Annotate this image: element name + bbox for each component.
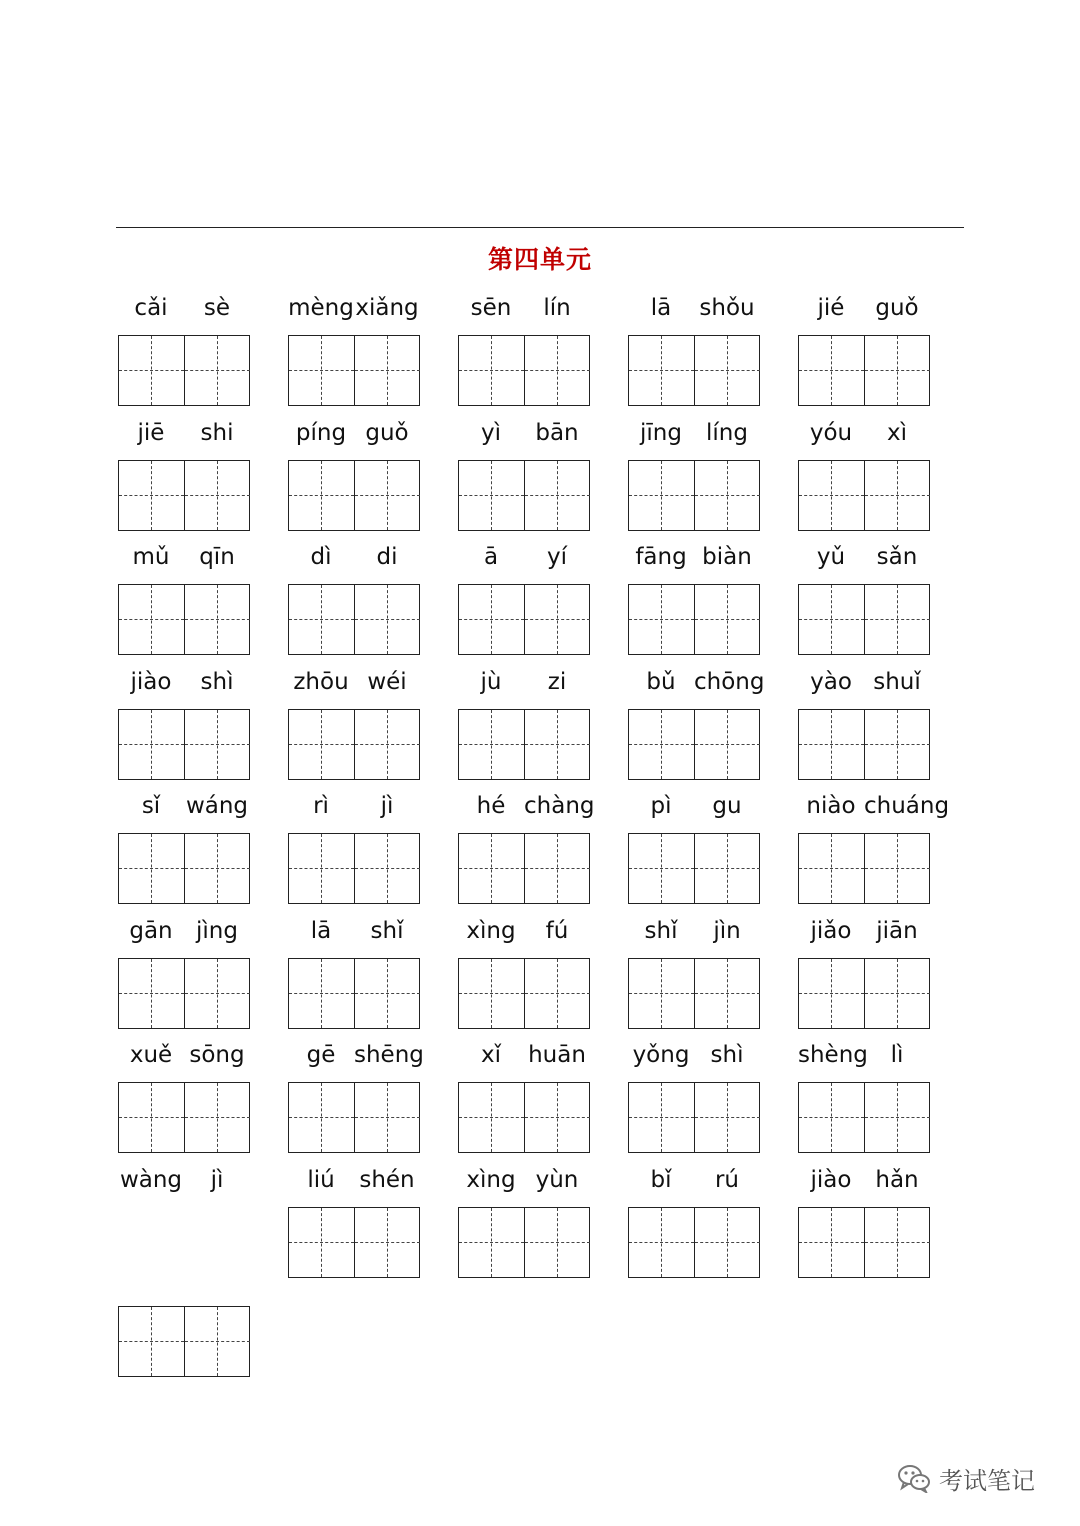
pinyin-syllable: shén [359,1166,415,1193]
character-box [184,959,250,1028]
writing-grid [288,1207,420,1278]
pinyin-label [288,918,420,950]
pinyin-syllable: yùn [535,1166,579,1193]
character-box [184,710,250,779]
pinyin-label [798,1167,930,1199]
pinyin-label [288,544,420,576]
character-box [694,1083,760,1152]
pinyin-label [288,1042,424,1074]
writing-grid [118,460,250,531]
writing-grid [288,584,420,655]
pinyin-syllable: guǒ [875,295,919,321]
pinyin-syllable: lā [310,917,332,944]
character-box [184,834,250,903]
pinyin-syllable: ā [483,544,499,570]
pinyin-label [628,295,760,327]
pinyin-syllable: chōng [694,668,765,695]
character-box [289,336,354,405]
character-box [184,336,250,405]
pinyin-label [798,669,930,701]
writing-grid [118,958,250,1029]
pinyin-label [798,793,950,825]
pinyin-label [798,918,930,950]
character-box [119,461,184,530]
character-box [289,585,354,654]
pinyin-syllable: xiǎng [355,295,419,321]
writing-grid [118,833,250,904]
unit-title: 第四单元 [487,245,592,274]
pinyin-syllable: shǒu [699,295,755,321]
pinyin-syllable: zhōu [293,668,349,695]
pinyin-syllable: xuě [129,1042,173,1068]
character-box [524,461,590,530]
pinyin-label [628,1167,760,1199]
pinyin-label [458,793,595,825]
character-box [524,1208,590,1277]
pinyin-label [628,668,765,701]
pinyin-syllable: yí [546,544,567,570]
pinyin-syllable: niào [806,793,856,819]
character-box [459,959,524,1028]
character-box [354,710,420,779]
character-box [354,585,420,654]
character-box [354,1208,420,1277]
character-box [629,834,694,903]
watermark-text: 考试笔记 [939,1466,1035,1495]
pinyin-label [628,420,760,452]
character-box [184,1307,250,1376]
writing-grid [798,1082,930,1153]
writing-grid [288,1082,420,1153]
character-box [119,1307,184,1376]
character-box [799,1208,864,1277]
pinyin-label [288,295,420,327]
character-box [524,959,590,1028]
character-box [459,1083,524,1152]
writing-grid [118,1082,250,1153]
pinyin-label [288,420,420,452]
writing-grid [628,335,760,406]
pinyin-syllable: fú [545,917,569,944]
pinyin-label [458,420,590,452]
pinyin-syllable: xì [886,419,907,446]
pinyin-syllable: wáng [185,793,249,819]
pinyin-label [798,295,930,327]
character-box [694,585,760,654]
character-box [289,461,354,530]
character-box [629,710,694,779]
writing-grid [458,1207,590,1278]
character-box [694,834,760,903]
character-box [694,1208,760,1277]
writing-grid [288,460,420,531]
pinyin-syllable: bǔ [646,668,676,695]
character-box [799,1083,864,1152]
pinyin-syllable: líng [706,419,748,446]
character-box [289,710,354,779]
character-box [184,461,250,530]
character-box [119,834,184,903]
pinyin-syllable: liú [307,1166,335,1193]
character-box [799,834,864,903]
writing-grid [798,1207,930,1278]
pinyin-syllable: gān [129,917,173,944]
pinyin-syllable: shì [710,1042,744,1068]
writing-grid [458,335,590,406]
pinyin-syllable: rì [313,793,329,819]
pinyin-syllable: sǐ [141,793,161,819]
pinyin-syllable: hǎn [875,1166,919,1193]
writing-grid [458,584,590,655]
writing-grid [798,584,930,655]
pinyin-syllable: xìng [466,1166,516,1193]
pinyin-syllable: huān [528,1042,586,1068]
character-box [354,336,420,405]
character-box [354,1083,420,1152]
writing-grid [118,335,250,406]
character-box [629,585,694,654]
writing-grid [288,709,420,780]
writing-grid [798,709,930,780]
character-box [119,1083,184,1152]
pinyin-syllable: cǎi [134,295,168,321]
pinyin-syllable: di [376,544,398,570]
pinyin-syllable: hé [476,793,506,819]
pinyin-syllable: wéi [367,668,407,695]
pinyin-syllable: shǐ [644,917,678,944]
pinyin-syllable: yào [810,668,852,695]
pinyin-syllable: sǎn [876,544,918,570]
pinyin-syllable: jù [480,668,502,695]
pinyin-syllable: bān [535,419,579,446]
character-box [119,959,184,1028]
pinyin-syllable: pì [650,793,672,819]
pinyin-label [798,420,930,452]
pinyin-syllable: gu [712,793,742,819]
writing-grid [118,709,250,780]
character-box [864,1208,930,1277]
character-box [459,834,524,903]
writing-grid [118,584,250,655]
character-box [459,1208,524,1277]
writing-grid [798,460,930,531]
character-box [629,1083,694,1152]
pinyin-label [458,918,590,950]
pinyin-syllable: jié [817,295,845,321]
character-box [289,1083,354,1152]
pinyin-syllable: lì [890,1042,904,1068]
character-box [694,710,760,779]
pinyin-syllable: yǒng [632,1042,690,1068]
pinyin-syllable: jìn [713,917,741,944]
character-box [629,336,694,405]
pinyin-label [118,544,250,576]
pinyin-syllable: yóu [809,419,853,446]
pinyin-syllable: jì [210,1166,224,1193]
pinyin-syllable: mèng [288,295,354,321]
wechat-icon [897,1463,931,1493]
pinyin-syllable: shì [200,668,234,695]
writing-grid [458,1082,590,1153]
character-box [119,585,184,654]
writing-grid [628,833,760,904]
writing-grid [628,709,760,780]
character-box [289,959,354,1028]
pinyin-syllable: jiǎo [810,917,852,944]
pinyin-syllable: jì [380,793,394,819]
character-box [119,710,184,779]
character-box [864,834,930,903]
pinyin-syllable: jiē [137,419,165,446]
writing-grid [288,833,420,904]
character-box [524,710,590,779]
pinyin-label [288,669,420,701]
character-box [629,959,694,1028]
character-box [629,461,694,530]
character-box [184,585,250,654]
pinyin-syllable: shēng [354,1042,424,1068]
pinyin-syllable: biàn [702,544,752,570]
pinyin-syllable: qīn [199,544,235,570]
pinyin-syllable: sōng [189,1042,245,1068]
writing-grid [628,460,760,531]
character-box [119,336,184,405]
character-box [694,336,760,405]
pinyin-label [118,420,250,452]
character-box [864,710,930,779]
pinyin-syllable: lín [543,295,571,321]
pinyin-syllable: rú [714,1166,740,1193]
writing-grid [458,833,590,904]
pinyin-syllable: jiān [876,917,918,944]
character-box [864,585,930,654]
character-box [354,959,420,1028]
pinyin-label [118,295,250,327]
character-box [864,461,930,530]
pinyin-label [288,793,420,825]
pinyin-syllable: yì [480,419,501,446]
pinyin-syllable: zi [547,668,567,695]
pinyin-label [118,793,250,825]
character-box [799,585,864,654]
pinyin-syllable: guǒ [365,419,409,446]
pinyin-syllable: fāng [635,544,687,570]
pinyin-label [798,544,930,576]
writing-grid [798,335,930,406]
pinyin-label [118,669,250,701]
writing-grid [628,1207,760,1278]
pinyin-label [118,918,250,950]
pinyin-label [628,544,760,576]
pinyin-label [118,1167,250,1199]
pinyin-syllable: jìng [196,917,238,944]
character-box [524,585,590,654]
pinyin-syllable: sēn [470,295,512,321]
pinyin-label [118,1042,250,1074]
watermark [897,1460,1035,1496]
writing-grid [458,958,590,1029]
character-box [184,1083,250,1152]
pinyin-syllable: gē [306,1042,336,1068]
pinyin-label [458,669,590,701]
pinyin-syllable: bǐ [650,1166,672,1193]
pinyin-label [628,793,760,825]
pinyin-syllable: mǔ [132,544,170,570]
writing-grid [628,958,760,1029]
character-box [799,959,864,1028]
pinyin-syllable: shuǐ [873,668,921,695]
pinyin-label [628,918,760,950]
writing-grid [118,1306,250,1377]
writing-grid [628,1082,760,1153]
pinyin-label [628,1042,760,1074]
pinyin-syllable: yǔ [816,544,846,570]
writing-grid [628,584,760,655]
writing-grid [798,958,930,1029]
pinyin-syllable: chuáng [864,793,950,819]
pinyin-syllable: shi [200,419,234,446]
character-box [459,585,524,654]
writing-grid [288,958,420,1029]
character-box [289,1208,354,1277]
character-box [694,959,760,1028]
writing-grid [288,335,420,406]
pinyin-syllable: xìng [466,917,516,944]
pinyin-syllable: píng [295,419,347,446]
character-box [864,336,930,405]
character-box [524,1083,590,1152]
pinyin-syllable: xǐ [480,1042,501,1068]
pinyin-syllable: jiào [130,668,172,695]
character-box [289,834,354,903]
character-box [799,461,864,530]
pinyin-label [458,1042,590,1074]
character-box [459,461,524,530]
character-box [524,834,590,903]
pinyin-label [458,544,590,576]
pinyin-syllable: dì [310,544,332,570]
pinyin-syllable: shǐ [370,917,404,944]
writing-grid [458,709,590,780]
pinyin-syllable: sè [203,295,231,321]
pinyin-syllable: jiào [810,1166,852,1193]
pinyin-label [288,1167,420,1199]
character-box [354,461,420,530]
character-box [354,834,420,903]
character-box [524,336,590,405]
character-box [459,710,524,779]
character-box [694,461,760,530]
pinyin-label [458,1167,590,1199]
pinyin-label [458,295,590,327]
pinyin-syllable: chàng [524,793,595,819]
top-rule [116,227,964,228]
character-box [629,1208,694,1277]
character-box [799,336,864,405]
character-box [864,1083,930,1152]
writing-grid [458,460,590,531]
character-box [864,959,930,1028]
pinyin-label [798,1042,930,1074]
pinyin-syllable: jīng [640,419,682,446]
character-box [459,336,524,405]
writing-grid [798,833,930,904]
pinyin-syllable: lā [650,295,672,321]
character-box [799,710,864,779]
pinyin-syllable: wàng [119,1166,183,1193]
pinyin-syllable: shèng [798,1042,868,1068]
